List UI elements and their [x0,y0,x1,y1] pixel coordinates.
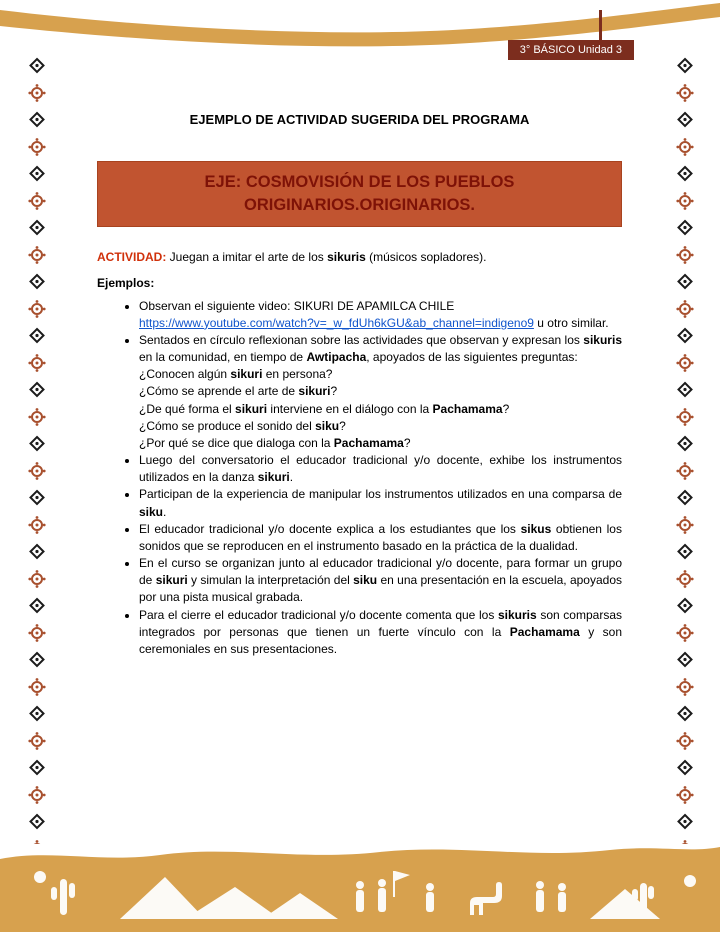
text-segment: Awtipacha [306,350,367,365]
person-silhouette [356,881,364,889]
text-segment: siku [315,418,340,433]
bullet-item [139,298,622,332]
text-segment: y simulan la interpretación del [187,573,354,588]
badge-stem-decoration [599,10,602,44]
text-segment: Pachamama [432,401,503,416]
text-segment: en persona? [262,367,333,382]
sun-silhouette [684,875,696,887]
eje-banner-line1: EJE: COSMOVISIÓN DE LOS PUEBLOS [204,173,515,191]
text-segment: interviene en el diálogo con la [267,401,433,416]
text-segment: ? [330,384,338,399]
left-ornament-border [28,56,46,844]
text-segment: siku [139,504,164,519]
activity-line [97,249,622,266]
video-link[interactable]: https://www.youtube.com/watch?v=_w_fdUh6kGU&ab_channel=indigeno9 [139,315,534,330]
text-segment: Sentados en círculo reflexionan sobre las actividades que observan y expresan los [139,333,584,347]
text-segment: , apoyados de las siguientes preguntas: [366,350,578,365]
text-segment: sikuri [298,384,331,399]
text-segment: ? [502,401,510,416]
text-segment: ? [403,435,411,450]
text-segment: ¿Conocen algún [139,367,231,382]
text-segment: u otro similar. [533,315,609,330]
text-segment: ¿Cómo se produce el sonido del [139,418,316,433]
text-segment: Para el cierre el educador tradicional y/o docente comenta que los [139,607,498,622]
text-segment: sikuri [257,470,290,485]
text-segment: sikuris [497,607,537,622]
text-segment: Luego del conversatorio el educador tradicional y/o docente, exhibe los instrumentos utilizados en la danza [139,453,622,485]
text-segment: Observan el siguiente video: SIKURI DE APAMILCA CHILE [139,298,455,313]
text-segment: . [163,504,167,519]
bullet-item [139,486,622,520]
text-segment: sikuris [327,249,366,264]
text-segment: Pachamama [509,624,580,639]
person-silhouette [426,883,434,891]
text-segment: Participan de la experiencia de manipular los instrumentos utilizados en una comparsa de [139,487,622,502]
activity-text [170,250,487,264]
right-ornament-border [676,56,694,844]
bullet-item [139,555,622,606]
bullet-item [139,452,622,486]
text-segment: (músicos sopladores). [365,249,487,264]
text-segment: sikuri [155,573,188,588]
activity-label: ACTIVIDAD: [97,249,167,264]
text-segment: . [289,470,294,485]
eje-banner-line2: ORIGINARIOS.ORIGINARIOS. [243,195,476,214]
content [97,112,622,658]
text-segment: en una presentación en la escuela, apoyados por una pista musical grabada. [139,573,622,605]
bottom-band-decoration [0,837,720,932]
bullet-item [139,521,622,555]
text-segment: ¿De qué forma el [139,401,236,416]
bullet-list [97,298,622,658]
sun-silhouette [34,871,46,883]
flag-silhouette [393,871,395,897]
eje-banner [97,161,622,227]
text-segment: Pachamama [333,435,404,450]
text-segment: ? [339,418,346,433]
text-segment: sikuri [230,367,263,382]
text-segment: Juegan a imitar el arte de los [169,249,328,264]
text-segment: obtienen los sonidos que se reproducen en el instrumento basado en la práctica de la dualidad. [139,521,622,553]
text-segment: siku [353,573,378,588]
cactus-silhouette [640,883,647,915]
text-segment: En el curso se organizan junto al educador tradicional y/o docente, para formar un grupo de [139,556,622,588]
text-segment: en la comunidad, en tiempo de [139,350,307,365]
text-segment: sikuris [583,333,622,347]
person-silhouette [536,881,544,889]
unit-badge: 3° BÁSICO Unidad 3 [508,40,634,60]
bullet-item [139,332,622,452]
text-segment: El educador tradicional y/o docente explica a los estudiantes que los [139,521,521,536]
text-segment: y son ceremoniales en sus presentaciones. [139,624,623,656]
bullet-item [139,607,622,658]
person-silhouette [558,883,566,891]
page-title: EJEMPLO DE ACTIVIDAD SUGERIDA DEL PROGRAMA [189,112,530,127]
text-segment: son comparsas integrados por personas que tienen un fuerte vínculo con la [139,607,622,639]
cactus-silhouette [60,879,67,915]
text-segment: sikus [520,521,552,536]
text-segment: ¿Por qué se dice que dialoga con la [139,435,334,450]
person-silhouette [378,879,386,887]
text-segment: sikuri [235,401,268,416]
text-segment: ¿Cómo se aprende el arte de [139,384,299,399]
examples-label: Ejemplos: [97,275,155,290]
